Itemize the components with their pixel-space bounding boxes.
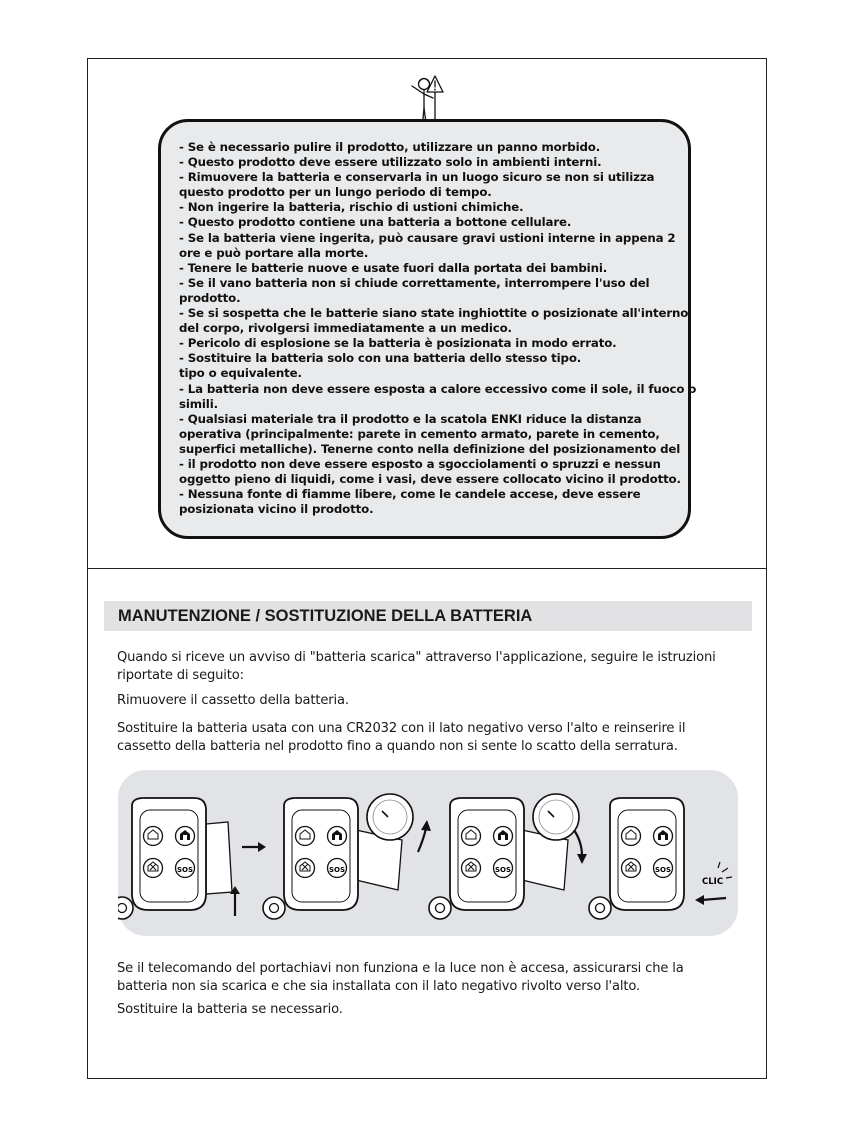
warning-line: oggetto pieno di liquidi, come i vasi, deve essere collocato vicino il prodotto.: [179, 472, 681, 487]
step-replace-battery-line: Sostituire la batteria usata con una CR2032 con il lato negativo verso l'alto e reinserire il: [117, 721, 686, 736]
warning-line: - Se la batteria viene ingerita, può causare gravi ustioni interne in appena 2: [179, 230, 676, 245]
warning-line: - Tenere le batterie nuove e usate fuori dalla portata dei bambini.: [179, 260, 608, 275]
warning-line: - Non ingerire la batteria, rischio di ustioni chimiche.: [179, 200, 524, 215]
warning-line: questo prodotto per un lungo periodo di tempo.: [179, 185, 492, 200]
troubleshoot-text-line: batteria non sia scarica e che sia installata con il lato negativo rivolto verso l'alto.: [117, 979, 640, 994]
battery-replacement-illustration: [118, 770, 738, 936]
warning-line: prodotto.: [179, 290, 241, 305]
sos-label: SOS: [654, 866, 672, 874]
troubleshoot-text-line: Se il telecomando del portachiavi non funziona e la luce non è accesa, assicurarsi che la: [117, 961, 684, 976]
warning-line: - Se il vano batteria non si chiude correttamente, interrompere l'uso del: [179, 275, 650, 290]
warning-line: simili.: [179, 396, 218, 411]
section-divider: [87, 568, 767, 569]
warning-line: - Se si sospetta che le batterie siano state inghiottite o posizionate all'interno: [179, 306, 689, 321]
warning-line: - Se è necessario pulire il prodotto, utilizzare un panno morbido.: [179, 140, 601, 154]
warning-line: - Pericolo di esplosione se la batteria è posizionata in modo errato.: [179, 336, 617, 351]
warning-line: - Rimuovere la batteria e conservarla in un luogo sicuro se non si utilizza: [179, 170, 655, 185]
sos-label: SOS: [328, 866, 346, 874]
step-remove-drawer: Rimuovere il cassetto della batteria.: [117, 693, 349, 708]
sos-label: SOS: [494, 866, 512, 874]
safety-warnings-box: [158, 119, 697, 539]
sos-label: SOS: [176, 866, 194, 874]
warning-line: del corpo, rivolgersi immediatamente a un medico.: [179, 321, 512, 336]
step-replace-battery-line: cassetto della batteria nel prodotto fino a quando non si sente lo scatto della serratura.: [117, 739, 678, 754]
warning-line: - il prodotto non deve essere esposto a sgocciolamenti o spruzzi e nessun: [179, 456, 661, 471]
warning-line: tipo o equivalente.: [179, 366, 302, 381]
intro-text-line: Quando si riceve un avviso di "batteria scarica" attraverso l'applicazione, seguire le istruzioni: [117, 650, 716, 665]
warning-line: ore e può portare alla morte.: [179, 245, 369, 260]
section-title: MANUTENZIONE / SOSTITUZIONE DELLA BATTERIA: [104, 601, 752, 631]
intro-text-line: riportate di seguito:: [117, 668, 244, 683]
warning-line: - La batteria non deve essere esposta a calore eccessivo come il sole, il fuoco o: [179, 381, 697, 396]
warning-line: - Questo prodotto contiene una batteria a bottone cellulare.: [179, 215, 572, 230]
warning-line: - Sostituire la batteria solo con una batteria dello stesso tipo.: [179, 351, 582, 366]
warning-line: - Qualsiasi materiale tra il prodotto e la scatola ENKI riduce la distanza: [179, 411, 642, 426]
warning-line: operativa (principalmente: parete in cemento armato, parete in cemento,: [179, 426, 660, 441]
clic-label: CLIC: [702, 877, 724, 887]
warning-line: superfici metalliche). Tenerne conto nella definizione del posizionamento del: [179, 441, 681, 456]
warning-line: posizionata vicino il prodotto.: [179, 502, 374, 517]
warning-line: - Nessuna fonte di fiamme libere, come le candele accese, deve essere: [179, 487, 641, 502]
warning-line: - Questo prodotto deve essere utilizzato solo in ambienti interni.: [179, 155, 602, 170]
troubleshoot-text-line: Sostituire la batteria se necessario.: [117, 1002, 343, 1017]
